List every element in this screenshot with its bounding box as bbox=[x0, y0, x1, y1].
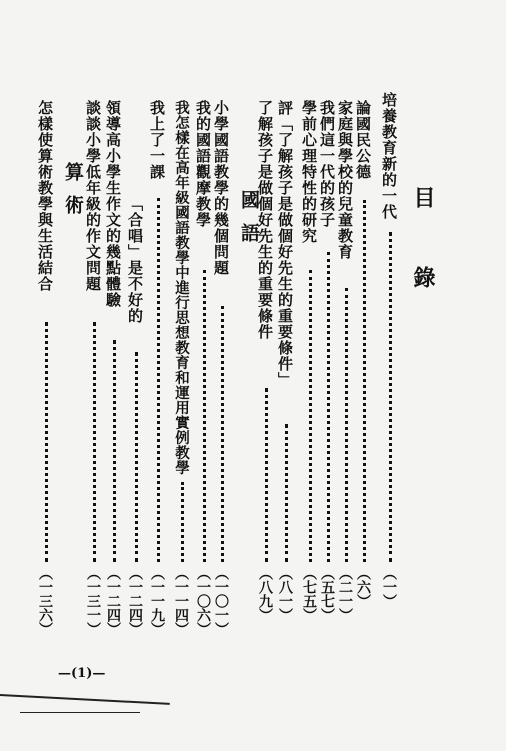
toc-entry-8: 小學國語教學的幾個問題 bbox=[212, 100, 230, 276]
toc-entry-14: 談談小學低年級的作文問題 bbox=[84, 100, 102, 292]
toc-page-15: （一三六） bbox=[37, 566, 53, 636]
scan-edge-line bbox=[0, 694, 170, 705]
toc-page-1: （一） bbox=[381, 566, 397, 608]
toc-entry-11: 我上了一課 bbox=[148, 100, 166, 180]
leader-dots bbox=[285, 424, 290, 562]
toc-entry-5: 學前心理特性的研究 bbox=[300, 100, 318, 244]
leader-dots bbox=[45, 322, 50, 562]
toc-page-12: （一二四） bbox=[127, 566, 143, 636]
leader-dots bbox=[221, 306, 226, 562]
toc-page-7: （八九） bbox=[257, 566, 273, 622]
toc-page-11: （一一九） bbox=[149, 566, 165, 636]
page-title: 目錄 bbox=[410, 186, 436, 346]
leader-dots bbox=[157, 198, 162, 562]
toc-entry-3: 家庭與學校的兒童教育 bbox=[336, 100, 354, 260]
toc-entry-4: 我們這一代的孩子 bbox=[318, 100, 336, 228]
toc-page-8: （一〇一） bbox=[213, 566, 229, 636]
toc-page-9: （一〇六） bbox=[195, 566, 211, 636]
leader-dots bbox=[389, 232, 394, 562]
toc-page-3: （二一） bbox=[337, 566, 353, 622]
leader-dots bbox=[345, 288, 350, 562]
page-number: —(1)— bbox=[58, 666, 106, 681]
toc-page-4: （五七） bbox=[319, 566, 335, 622]
toc-entry-15: 怎樣使算術教學與生活結合 bbox=[36, 100, 54, 292]
scan-edge-line bbox=[20, 712, 140, 713]
toc-entry-1: 培養教育新的一代 bbox=[380, 92, 398, 220]
toc-entry-7: 了解孩子是做個好先生的重要條件 bbox=[256, 100, 274, 340]
toc-page-13: （一二四） bbox=[105, 566, 121, 636]
toc-entry-10: 我怎樣在高年級國語教學中進行思想教育和運用實例教學 bbox=[173, 100, 190, 475]
leader-dots bbox=[93, 322, 98, 562]
toc-page-2: （六） bbox=[355, 566, 371, 608]
leader-dots bbox=[113, 340, 118, 562]
section-heading-guoyu: 國語 bbox=[238, 190, 260, 256]
leader-dots bbox=[363, 200, 368, 562]
leader-dots bbox=[203, 270, 208, 562]
toc-entry-12: 「合唱」是不好的 bbox=[126, 196, 144, 324]
leader-dots bbox=[327, 252, 332, 562]
leader-dots bbox=[265, 388, 270, 562]
leader-dots bbox=[135, 352, 140, 562]
toc-page-5: （七五） bbox=[301, 566, 317, 622]
toc-page-14: （一三一） bbox=[85, 566, 101, 636]
toc-entry-9: 我的國語觀摩教學 bbox=[194, 100, 212, 228]
toc-entry-6: 評「了解孩子是做個好先生的重要條件」 bbox=[276, 100, 294, 388]
toc-entry-2: 論國民公德 bbox=[354, 100, 372, 180]
leader-dots bbox=[181, 482, 186, 562]
toc-entry-13: 領導高小學生作文的幾點體驗 bbox=[104, 100, 122, 308]
leader-dots bbox=[309, 270, 314, 562]
section-heading-suanshu: 算術 bbox=[62, 162, 84, 228]
toc-page-6: （八一） bbox=[277, 566, 293, 622]
toc-page-10: （一一四） bbox=[173, 566, 189, 636]
